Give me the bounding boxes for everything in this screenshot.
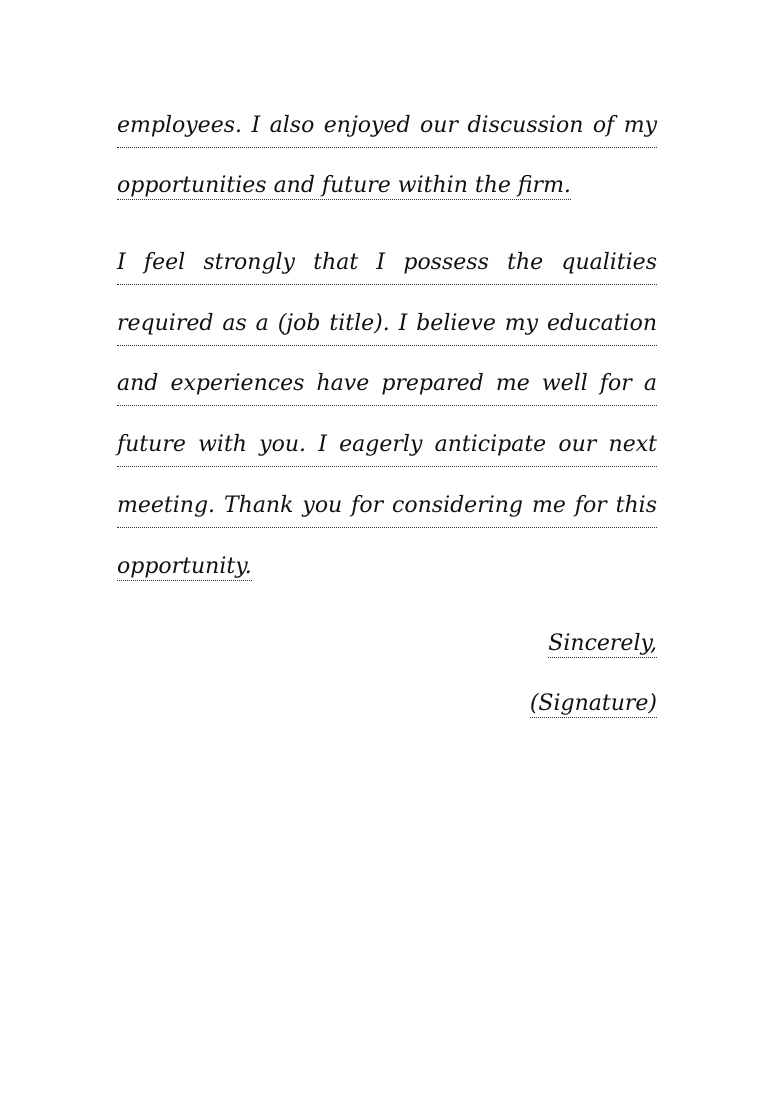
paragraph-2-line-1: [117, 243, 657, 283]
paragraph-2-line-2-text: required as a (job title). I believe my education: [117, 304, 657, 346]
paragraph-2-line-3: [117, 364, 657, 404]
paragraph-1-line-1: [117, 106, 657, 146]
paragraph-2-line-4-text: future with you. I eagerly anticipate our next: [117, 425, 657, 467]
closing-line: [117, 624, 657, 664]
paragraph-2-line-5-text: meeting. Thank you for considering me for this: [117, 486, 657, 528]
paragraph-2-line-3-text: and experiences have prepared me well for a: [117, 364, 657, 406]
closing-text: Sincerely,: [548, 631, 657, 656]
signature-line: [117, 684, 657, 724]
paragraph-1-line-2: [117, 166, 657, 206]
paragraph-2-line-1-text: I feel strongly that I possess the qualities: [117, 243, 657, 285]
paragraph-2-line-6: [117, 547, 657, 587]
paragraph-2-line-2: [117, 304, 657, 344]
paragraph-2-line-6-text: opportunity.: [117, 554, 252, 579]
paragraph-2-line-5: [117, 486, 657, 526]
paragraph-2-line-4: [117, 425, 657, 465]
signature-text: (Signature): [529, 691, 657, 716]
paragraph-1-line-2-text: opportunities and future within the firm.: [117, 173, 571, 198]
paragraph-1-line-1-text: employees. I also enjoyed our discussion of my: [117, 106, 657, 148]
